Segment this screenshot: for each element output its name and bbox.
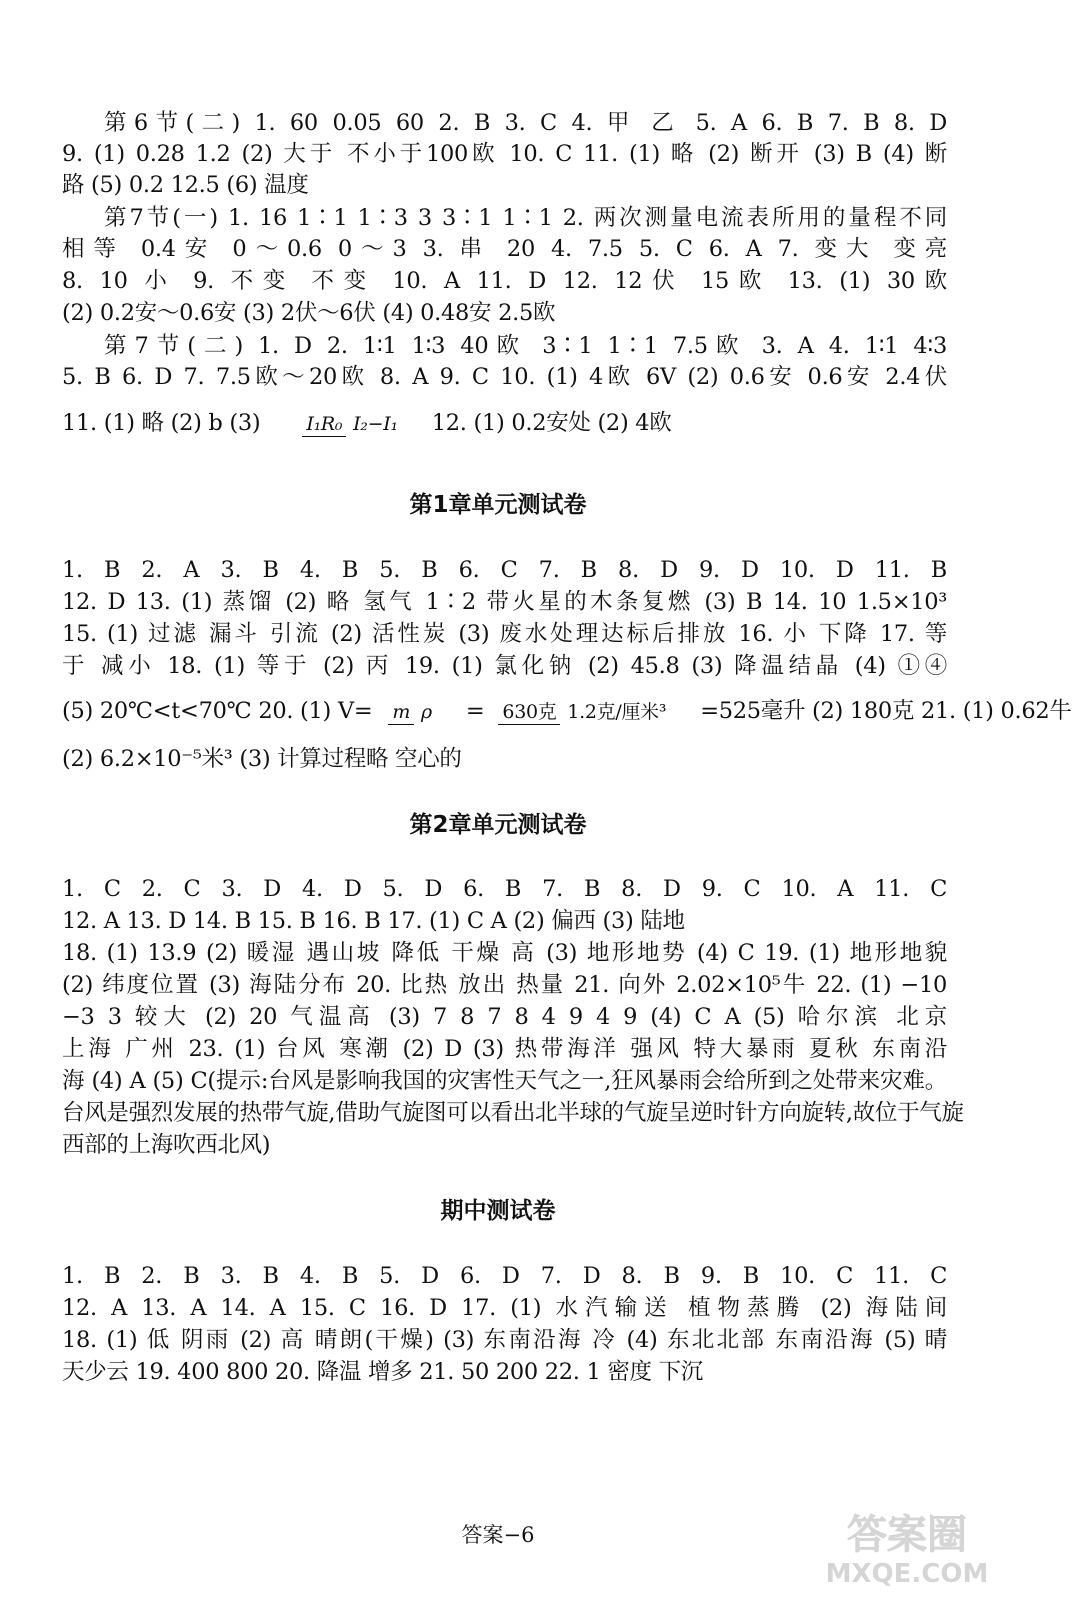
section-7-2-line-2: 5. B 6. D 7. 7.5欧～20欧 8. A 9. C 10. (1) 4欧 6V (2) 0.6安 0.6安 2.4伏 bbox=[62, 364, 947, 390]
chapter-1-line-2: 12. D 13. (1) 蒸馏 (2) 略 氢气 1∶2 带火星的木条复燃 (3) B 14. 10 1.5×10³ bbox=[62, 589, 947, 615]
section-6-2-line-2: 9. (1) 0.28 1.2 (2) 大于 不小于100欧 10. C 11. (1) 略 (2) 断开 (3) B (4) 断 bbox=[62, 141, 947, 167]
chapter-2-line-5: −3 3 较大 (2) 20 气温高 (3) 7 8 7 8 4 9 4 9 (4) C A (5) 哈尔滨 北京 bbox=[62, 1004, 947, 1030]
section-7-1-line-1: 第7节(一) 1. 16 1∶1 1∶3 3 3∶1 1∶1 2. 两次测量电流表所用的量程不同 bbox=[104, 205, 947, 231]
answer-12-text: 12. (1) 0.2安处 (2) 4欧 bbox=[431, 410, 672, 436]
midterm-line-2: 12. A 13. A 14. A 15. C 16. D 17. (1) 水汽输送 植物蒸腾 (2) 海陆间 bbox=[62, 1295, 947, 1321]
answer-20-suffix: =525毫升 (2) 180克 21. (1) 0.62牛 bbox=[700, 698, 1072, 724]
watermark-subtext: MXQE.COM bbox=[825, 1559, 989, 1589]
section-7-1-line-3: 8. 10 小 9. 不变 不变 10. A 11. D 12. 12伏 15欧 13. (1) 30欧 bbox=[62, 268, 947, 294]
fraction-m-over-rho bbox=[388, 696, 431, 726]
chapter-2-line-1: 1. C 2. C 3. D 4. D 5. D 6. B 7. B 8. D 9. C 10. A 11. C bbox=[62, 876, 947, 902]
fraction-denominator: ρ bbox=[420, 701, 432, 723]
chapter-2-line-2: 12. A 13. D 14. B 15. B 16. B 17. (1) C A (2) 偏西 (3) 陆地 bbox=[62, 908, 685, 934]
chapter-2-line-7: 海 (4) A (5) C(提示:台风是影响我国的灾害性天气之一,狂风暴雨会给所到之处带来灾难。 bbox=[62, 1068, 947, 1094]
fraction-denominator: 1.2克/厘米³ bbox=[567, 701, 667, 723]
section-6-2-line-1: 第6节(二) 1. 60 0.05 60 2. B 3. C 4. 甲 乙 5. A 6. B 7. B 8. D bbox=[104, 110, 947, 136]
answer-20-prefix: (5) 20℃<t<70℃ 20. (1) V= bbox=[62, 698, 373, 724]
page-number: 答案−6 bbox=[461, 1523, 535, 1547]
chapter-2-line-8: 台风是强烈发展的热带气旋,借助气旋图可以看出北半球的气旋呈逆时针方向旋转,故位于气旋 bbox=[62, 1100, 964, 1126]
midterm-line-1: 1. B 2. B 3. B 4. B 5. D 6. D 7. D 8. B 9. B 10. C 11. C bbox=[62, 1263, 947, 1289]
watermark-logo bbox=[825, 1504, 989, 1592]
watermark-text: 答案圈 bbox=[847, 1512, 967, 1558]
fraction-numerator: I₁R₀ bbox=[302, 412, 346, 437]
midterm-title: 期中测试卷 bbox=[440, 1198, 556, 1224]
chapter-1-line-4: 于 减小 18. (1) 等于 (2) 丙 19. (1) 氯化钠 (2) 45.8 (3) 降温结晶 (4) ①④ bbox=[62, 653, 947, 679]
chapter-2-line-6: 上海 广州 23. (1) 台风 寒潮 (2) D (3) 热带海洋 强风 特大暴雨 夏秋 东南沿 bbox=[62, 1036, 947, 1062]
chapter-1-title: 第1章单元测试卷 bbox=[409, 492, 587, 518]
chapter-2-line-3: 18. (1) 13.9 (2) 暖湿 遇山坡 降低 干燥 高 (3) 地形地势 (4) C 19. (1) 地形地貌 bbox=[62, 940, 947, 966]
midterm-line-3: 18. (1) 低 阴雨 (2) 高 晴朗(干燥) (3) 东南沿海 冷 (4) 东北北部 东南沿海 (5) 晴 bbox=[62, 1327, 947, 1353]
fraction-i1r0 bbox=[302, 408, 397, 438]
section-7-1-line-2: 相等 0.4安 0～0.6 0～3 3. 串 20 4. 7.5 5. C 6. A 7. 变大 变亮 bbox=[62, 236, 947, 262]
chapter-2-line-9: 西部的上海吹西北风) bbox=[62, 1132, 271, 1158]
section-7-2-line-1: 第7节(二) 1. D 2. 1∶1 1∶3 40欧 3∶1 1∶1 7.5欧 3. A 4. 1∶1 4∶3 bbox=[104, 333, 947, 359]
section-7-1-line-4: (2) 0.2安～0.6安 (3) 2伏～6伏 (4) 0.48安 2.5欧 bbox=[62, 300, 556, 326]
fraction-mass-over-density bbox=[498, 696, 666, 726]
answer-11-text: 11. (1) 略 (2) b (3) bbox=[62, 410, 261, 436]
chapter-1-line-1: 1. B 2. A 3. B 4. B 5. B 6. C 7. B 8. D 9. D 10. D 11. B bbox=[62, 557, 947, 583]
chapter-1-line-3: 15. (1) 过滤 漏斗 引流 (2) 活性炭 (3) 废水处理达标后排放 16. 小 下降 17. 等 bbox=[62, 621, 947, 647]
equals-sign: = bbox=[465, 698, 485, 724]
fraction-numerator: 630克 bbox=[498, 700, 560, 725]
chapter-1-line-6: (2) 6.2×10⁻⁵米³ (3) 计算过程略 空心的 bbox=[62, 746, 462, 772]
chapter-2-title: 第2章单元测试卷 bbox=[409, 812, 587, 838]
section-7-2-line-3 bbox=[62, 396, 947, 450]
chapter-2-line-4: (2) 纬度位置 (3) 海陆分布 20. 比热 放出 热量 21. 向外 2.02×10⁵牛 22. (1) −10 bbox=[62, 972, 947, 998]
chapter-1-line-5 bbox=[62, 684, 1072, 738]
midterm-line-4: 天少云 19. 400 800 20. 降温 增多 21. 50 200 22. 1 密度 下沉 bbox=[62, 1359, 703, 1385]
fraction-numerator: m bbox=[388, 700, 414, 725]
fraction-denominator: I₂−I₁ bbox=[353, 413, 398, 435]
section-6-2-line-3: 路 (5) 0.2 12.5 (6) 温度 bbox=[62, 172, 309, 198]
